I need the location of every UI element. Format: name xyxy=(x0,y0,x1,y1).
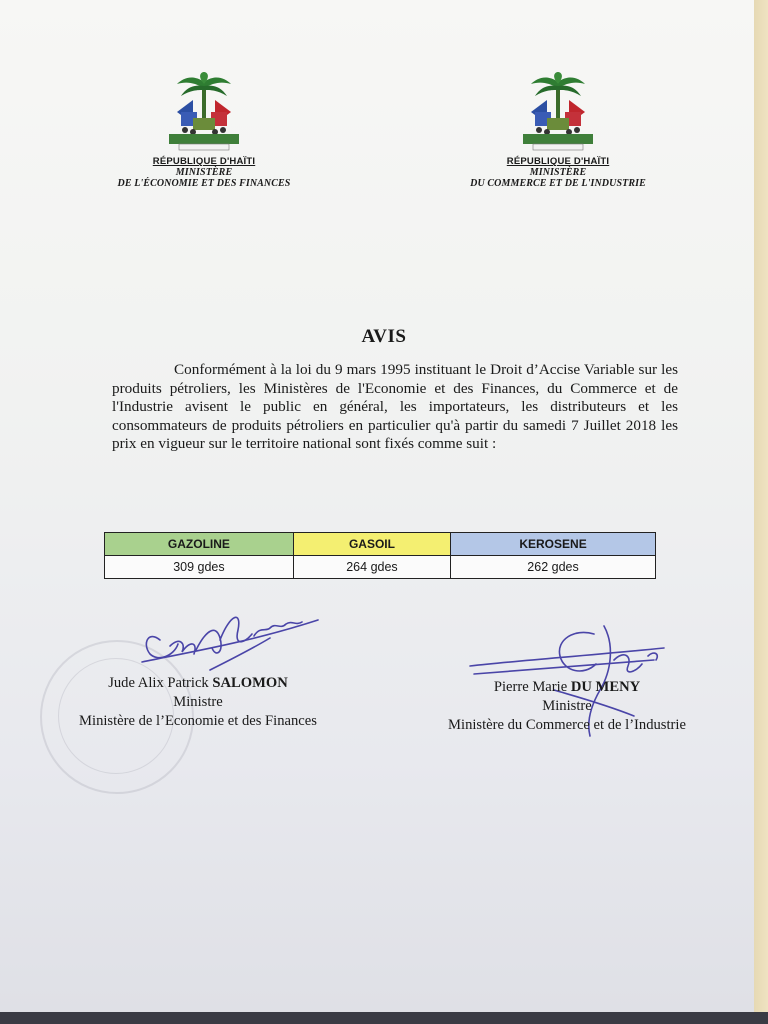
signature-left xyxy=(120,600,330,680)
ministere-label: MINISTÈRE xyxy=(175,167,233,178)
header-gazoline: GAZOLINE xyxy=(105,533,294,556)
notice-title: AVIS xyxy=(361,326,407,347)
price-gazoline: 309 gdes xyxy=(105,556,294,579)
table-row xyxy=(105,556,656,579)
header-kerosene: KEROSENE xyxy=(451,533,656,556)
ministere-name: DE L'ÉCONOMIE ET DES FINANCES xyxy=(117,178,291,189)
header-left xyxy=(100,72,308,189)
table-header-row xyxy=(105,533,656,556)
coat-of-arms-icon xyxy=(163,72,245,152)
price-gasoil: 264 gdes xyxy=(293,556,450,579)
price-table xyxy=(104,532,656,579)
first-names: Jude Alix Patrick xyxy=(108,675,213,691)
signatory-left-name xyxy=(56,674,340,693)
notice-body: Conformément à la loi du 9 mars 1995 instituant le Droit d’Accise Variable sur les produits pétroliers, les Ministères de l'Economie et des Finances, du Commerce et de l'Industrie avisent le public en général, les importateurs, les distributeurs et les consommateurs de produits pétroliers en particulier qu'à partir du samedi 7 Juillet 2018 les prix en vigueur sur le territoire national sont fixés comme suit : xyxy=(112,361,678,453)
signatory-left-role: Ministre xyxy=(173,694,223,710)
last-name: DU MENY xyxy=(570,679,641,695)
price-kerosene: 262 gdes xyxy=(451,556,656,579)
signatory-right xyxy=(424,678,710,735)
signatory-right-ministry: Ministère du Commerce et de l’Industrie xyxy=(448,717,686,733)
header-gasoil: GASOIL xyxy=(293,533,450,556)
paper-edge xyxy=(754,0,768,1024)
republique-label: RÉPUBLIQUE D'HAÏTI xyxy=(152,156,256,167)
signatory-left-ministry: Ministère de l’Economie et des Finances xyxy=(79,713,317,729)
header-right xyxy=(452,72,664,189)
desk-surface xyxy=(0,1012,768,1024)
signatory-right-name xyxy=(424,678,710,697)
republique-label: RÉPUBLIQUE D'HAÏTI xyxy=(506,156,610,167)
ministere-label: MINISTÈRE xyxy=(529,167,587,178)
ministere-name: DU COMMERCE ET DE L'INDUSTRIE xyxy=(470,178,646,189)
last-name: SALOMON xyxy=(212,675,288,691)
first-names: Pierre Marie xyxy=(493,679,571,695)
coat-of-arms-icon xyxy=(517,72,599,152)
signatory-right-role: Ministre xyxy=(542,698,592,714)
signatory-left xyxy=(56,674,340,731)
